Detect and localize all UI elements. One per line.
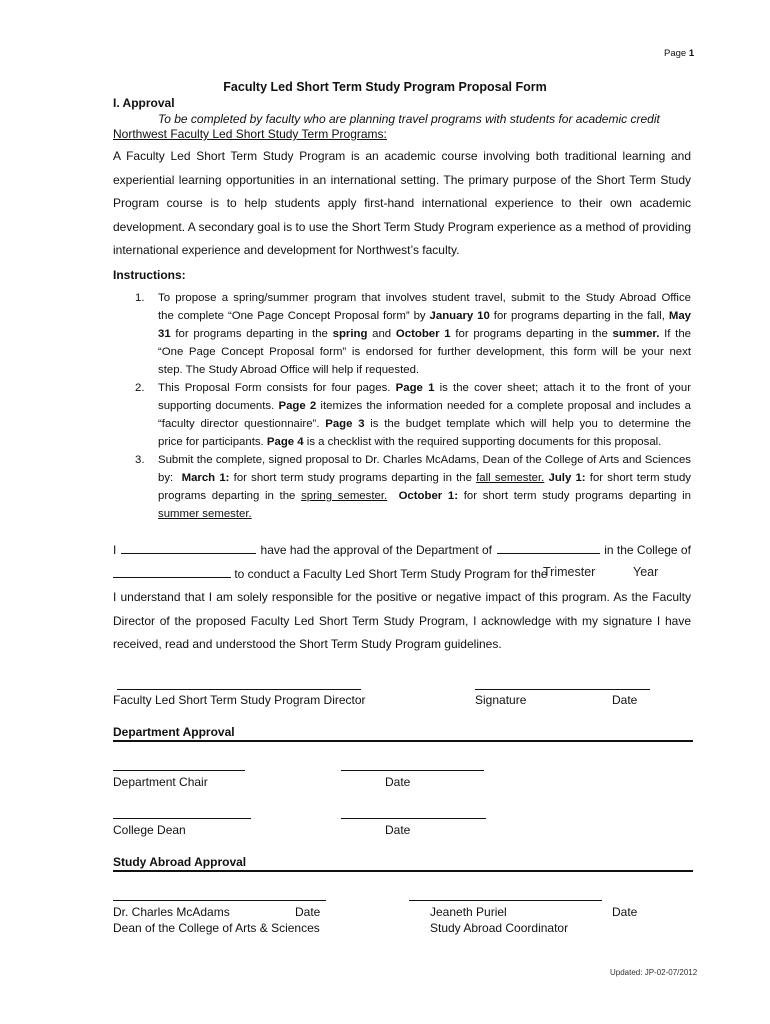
term: spring bbox=[332, 328, 368, 340]
intro-line: international experience and development for Northwest’s faculty. bbox=[113, 243, 460, 257]
page-number bbox=[664, 48, 694, 59]
mcadams-date-label: Date bbox=[295, 905, 321, 919]
item-line bbox=[158, 307, 691, 325]
item-line: “One Page Concept Proposal form” is endorsed for further development, this form will be your next bbox=[158, 346, 691, 358]
instruction-item-3 bbox=[113, 451, 691, 523]
mcadams-signature-line[interactable] bbox=[113, 900, 326, 901]
term: summer semester. bbox=[158, 508, 252, 520]
text: the complete “One Page Concept Proposal form” by bbox=[158, 310, 430, 322]
term: summer. bbox=[612, 328, 660, 340]
signature-label: Signature bbox=[475, 693, 527, 707]
director-signature-line[interactable] bbox=[117, 689, 361, 690]
text: for programs departing in the bbox=[450, 328, 613, 340]
text: is a checklist with the required supporting documents for this proposal. bbox=[303, 436, 662, 448]
intro-line: A Faculty Led Short Term Study Program is an academic course involving both traditional learning and bbox=[113, 149, 691, 163]
mcadams-name: Dr. Charles McAdams bbox=[113, 905, 230, 919]
director-label: Faculty Led Short Term Study Program Director bbox=[113, 693, 366, 707]
text: “faculty director questionnaire”. bbox=[158, 418, 326, 430]
text bbox=[387, 490, 398, 502]
deadline: March 1: bbox=[181, 472, 230, 484]
item-line: To propose a spring/summer program that involves student travel, submit to the Study Abroad Office bbox=[158, 292, 691, 304]
dean-label: College Dean bbox=[113, 823, 186, 837]
item-number: 2. bbox=[135, 382, 145, 394]
intro-paragraph bbox=[113, 145, 691, 263]
programs-heading: Northwest Faculty Led Short Study Term Programs: bbox=[113, 127, 387, 141]
year-field[interactable]: Year bbox=[633, 565, 659, 579]
page-ref: Page 4 bbox=[266, 436, 304, 448]
approval-subtitle: To be completed by faculty who are planning travel programs with students for academic credit bbox=[158, 112, 660, 126]
department-field[interactable] bbox=[497, 543, 600, 554]
text: for programs departing in the fall, bbox=[489, 310, 669, 322]
dean-signature-line[interactable] bbox=[113, 818, 251, 819]
updated-note: Updated: JP-02-07/2012 bbox=[610, 968, 698, 977]
deadline: 31 bbox=[158, 328, 171, 340]
deadline: July 1: bbox=[548, 472, 586, 484]
responsibility-line: Director of the proposed Faculty Led Short Term Study Program, I acknowledge with my signature I have bbox=[113, 613, 691, 628]
text: This Proposal Form consists for four pages. bbox=[158, 382, 396, 394]
text: and bbox=[367, 328, 396, 340]
department-approval-heading: Department Approval bbox=[113, 725, 235, 739]
item-line: Submit the complete, signed proposal to Dr. Charles McAdams, Dean of the College of Arts and Sciences bbox=[158, 454, 691, 466]
study-abroad-heading: Study Abroad Approval bbox=[113, 855, 247, 869]
item-line bbox=[158, 379, 691, 397]
item-line bbox=[158, 433, 691, 451]
director-date-label: Date bbox=[612, 693, 638, 707]
item-line bbox=[158, 397, 691, 415]
responsibility-line: received, read and understood the Short Term Study Program guidelines. bbox=[113, 637, 502, 651]
page-label: Page bbox=[664, 48, 687, 59]
intro-line: Program course is to help students apply first-hand international experience to their own academic bbox=[113, 196, 691, 210]
text: for short term study bbox=[585, 472, 692, 484]
page-number-value: 1 bbox=[688, 48, 695, 59]
text: by: bbox=[158, 472, 182, 484]
page-ref: Page 1 bbox=[395, 382, 435, 394]
item-line bbox=[158, 469, 691, 487]
text: have had the approval of the Department of bbox=[260, 543, 493, 557]
statement-line-2 bbox=[113, 567, 548, 581]
deadline: October 1 bbox=[395, 328, 451, 340]
page-ref: Page 2 bbox=[278, 400, 317, 412]
puriel-title: Study Abroad Coordinator bbox=[430, 921, 569, 935]
dean-date-label: Date bbox=[385, 823, 411, 837]
responsibility-line: I understand that I am solely responsible for the positive or negative impact of this program. As the Faculty bbox=[113, 590, 691, 604]
chair-date-line[interactable] bbox=[341, 770, 484, 771]
college-field[interactable] bbox=[113, 567, 231, 578]
mcadams-title: Dean of the College of Arts & Sciences bbox=[113, 921, 320, 935]
faculty-name-field[interactable] bbox=[121, 543, 256, 554]
puriel-signature-line[interactable] bbox=[409, 900, 602, 901]
text: to conduct a Faculty Led Short Term Study Program for the bbox=[234, 567, 548, 581]
deadline: May bbox=[668, 310, 691, 322]
section-divider bbox=[113, 870, 693, 872]
instruction-item-1 bbox=[113, 289, 691, 379]
director-date-line[interactable] bbox=[475, 689, 650, 690]
text: programs departing in the bbox=[158, 490, 302, 502]
text: is the budget template which will help you to determine the bbox=[364, 418, 691, 430]
intro-line: development. A secondary goal is to use the Short Term Study Program experience as a method of providing bbox=[113, 219, 691, 234]
section-divider bbox=[113, 740, 693, 742]
deadline: January 10 bbox=[429, 310, 490, 322]
text: for short term study programs departing in bbox=[458, 490, 691, 502]
puriel-date-label: Date bbox=[612, 905, 638, 919]
page-ref: Page 3 bbox=[325, 418, 365, 430]
text: supporting documents. bbox=[158, 400, 279, 412]
statement-line-1 bbox=[113, 543, 691, 557]
chair-signature-line[interactable] bbox=[113, 770, 245, 771]
item-line bbox=[158, 325, 691, 343]
item-number: 1. bbox=[135, 292, 145, 304]
term: spring semester. bbox=[301, 490, 388, 502]
approval-heading: I. Approval bbox=[113, 96, 175, 110]
text: for short term study programs departing in the bbox=[229, 472, 477, 484]
form-title: Faculty Led Short Term Study Program Proposal Form bbox=[223, 80, 547, 94]
intro-line: experiential learning opportunities in an international setting. The primary purpose of the Short Term Study bbox=[113, 172, 691, 187]
chair-label: Department Chair bbox=[113, 775, 208, 789]
term: fall semester. bbox=[476, 472, 545, 484]
text: I bbox=[113, 543, 117, 557]
deadline: October 1: bbox=[398, 490, 459, 502]
chair-date-label: Date bbox=[385, 775, 411, 789]
item-number: 3. bbox=[135, 454, 145, 466]
instruction-item-2 bbox=[113, 379, 691, 451]
text: for programs departing in the bbox=[170, 328, 333, 340]
text: itemizes the information needed for a complete proposal and includes a bbox=[316, 400, 692, 412]
text: price for participants. bbox=[158, 436, 267, 448]
responsibility-paragraph bbox=[113, 586, 691, 657]
trimester-field[interactable]: Trimester bbox=[543, 565, 596, 579]
text: If the bbox=[659, 328, 692, 340]
instructions-heading: Instructions: bbox=[113, 268, 186, 282]
item-line: step. The Study Abroad Office will help if requested. bbox=[158, 364, 420, 376]
puriel-name: Jeaneth Puriel bbox=[430, 905, 507, 919]
text: is the cover sheet; attach it to the front of your bbox=[434, 382, 692, 394]
instructions-list bbox=[113, 289, 691, 523]
text: in the College of bbox=[604, 543, 691, 557]
item-line bbox=[158, 505, 691, 523]
item-line bbox=[158, 415, 691, 433]
dean-date-line[interactable] bbox=[341, 818, 486, 819]
item-line bbox=[158, 487, 691, 505]
